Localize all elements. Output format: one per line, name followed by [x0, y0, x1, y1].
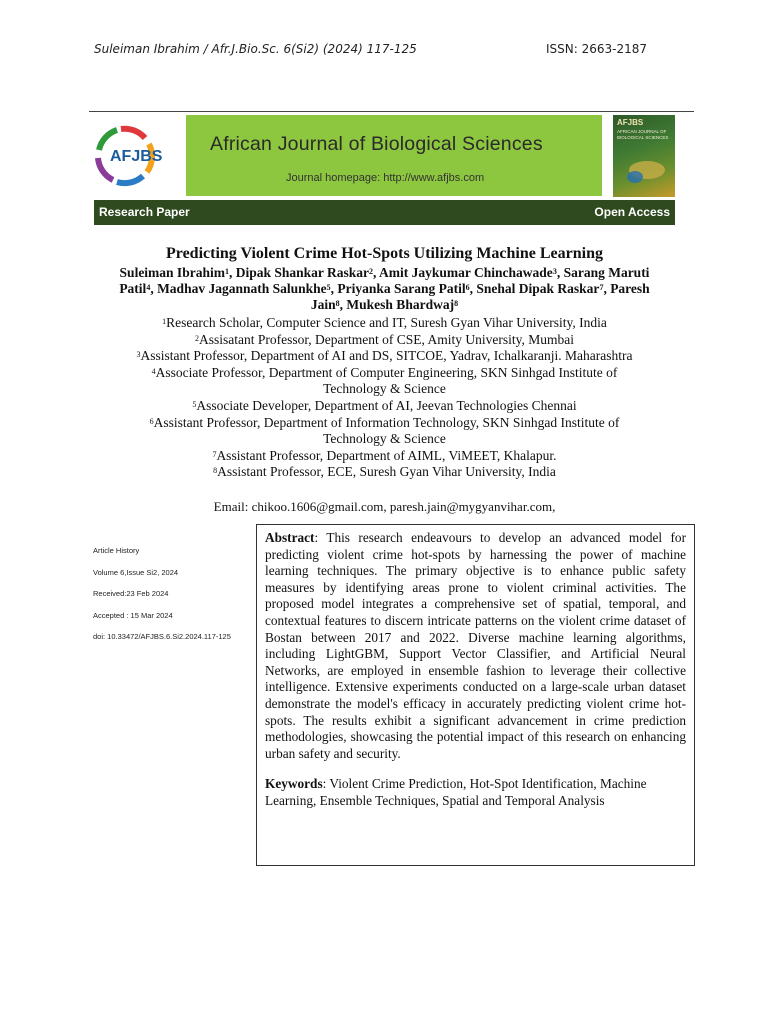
author-affiliation-mark: 5: [326, 283, 331, 292]
affiliation-text: Research Scholar, Computer Science and IT, Suresh Gyan Vihar University, India: [166, 315, 607, 330]
keywords-text: : Violent Crime Prediction, Hot-Spot Identification, Machine Learning, Ensemble Techniques, Spatial and Temporal Analysis: [265, 776, 647, 808]
author-affiliation-mark: 6: [465, 283, 470, 292]
affiliation-mark: 5: [192, 399, 197, 409]
keywords-paragraph: [265, 776, 686, 809]
author-affiliation-mark: 3: [552, 267, 557, 276]
article-type: Research Paper: [99, 205, 190, 219]
affiliation-mark: 8: [213, 466, 218, 476]
journal-banner: [186, 115, 602, 196]
author-name: Snehal Dipak Raskar: [476, 281, 600, 296]
author-affiliation-mark: 8: [335, 299, 340, 308]
affiliation-mark: 2: [194, 333, 199, 343]
citation: Suleiman Ibrahim / Afr.J.Bio.Sc. 6(Si2) (2024) 117-125: [94, 42, 417, 56]
access-type: Open Access: [594, 205, 670, 219]
author-name: Amit Jaykumar Chinchawade: [379, 265, 553, 280]
author-name: Priyanka Sarang Patil: [337, 281, 466, 296]
keywords-label: Keywords: [265, 776, 323, 792]
abstract-paragraph: [265, 530, 686, 762]
history-accepted: Accepted : 15 Mar 2024: [93, 610, 173, 620]
affiliation-text: Assisatant Professor, Department of CSE, Amity University, Mumbai: [198, 331, 575, 347]
author-name: Paresh Jain: [310, 281, 650, 312]
issn: ISSN: 2663-2187: [546, 42, 648, 56]
email-line: Email: chikoo.1606@gmail.com, paresh.jain@mygyanvihar.com,: [213, 499, 556, 514]
header-rule: [89, 111, 694, 112]
logo-text: AFJBS: [110, 148, 163, 165]
article-history: [93, 546, 243, 654]
affiliation-mark: 7: [212, 449, 217, 459]
running-head: [94, 42, 672, 60]
author-list: Suleiman Ibrahim$^1$, Dipak Shankar Raskar$^2$, Amit Jaykumar Chinchawade$^3$, Sarang Maruti Patil$^4$, Madhav Jagannath Salunkhe$^5$, Priyanka Sarang Patil$^6$, Snehal Dipak Raskar$^7$, Paresh Jain$^8$, Mukesh Bhardwaj$^8$: [119, 265, 650, 312]
author-name: Madhav Jagannath Salunkhe: [157, 281, 327, 296]
journal-homepage-link[interactable]: Journal homepage: http://www.afjbs.com: [286, 172, 485, 184]
affiliation-line: [94, 398, 675, 415]
author-name: Suleiman Ibrahim: [119, 265, 225, 280]
affiliation-text: Assistant Professor, Department of AIML, ViMEET, Khalapur.: [216, 447, 557, 463]
affiliation-text: Assistant Professor, Department of Information Technology, SKN Sinhgad Institute of Technology & Science: [153, 414, 620, 447]
affiliation-text: Assistant Professor, ECE, Suresh Gyan Vihar University, India: [217, 464, 556, 480]
abstract-text: : This research endeavours to develop an advanced model for predicting violent crime hot-spots by harnessing the power of machine learning techniques. The primary objective is to enhance public safety measures by identifying areas prone to violent criminal activities. The proposed model integrates a comprehensive set of spatial, temporal, and contextual features to discern intricate patterns on the violent crime dataset of Bostan between 2017 and 2022. Diverse machine learning algorithms, including LightGBM, Support Vector Classifier, and Artificial Neural Networks, are employed in ensemble fashion to leverage their collective intelligence. Extensive experiments conducted on a large-scale urban dataset demonstrate the model's efficacy in accurately predicting violent crime hot-spots. The results exhibit a significant advancement in crime prediction methodologies, showcasing the potential impact of this research on enhancing urban safety and security.: [265, 530, 686, 761]
author-affiliation-mark: 1: [224, 267, 229, 276]
author-affiliation-mark: 2: [369, 267, 374, 276]
abstract-box: [256, 524, 695, 866]
affiliation-mark: 1: [162, 317, 167, 326]
history-received: Received:23 Feb 2024: [93, 589, 169, 599]
affiliation-line: [94, 348, 675, 365]
affiliation-line: [94, 415, 675, 448]
author-affiliation-mark: 7: [599, 283, 604, 292]
affiliation-text: Assistant Professor, Department of AI and DS, SITCOE, Yadrav, Ichalkaranji. Maharashtra: [140, 348, 633, 364]
author-affiliation-mark: 8: [454, 299, 459, 308]
affiliation-line: [94, 464, 675, 481]
affiliation-list: [94, 315, 675, 481]
affiliation-mark: 6: [149, 416, 154, 426]
history-doi: doi: 10.33472/AFJBS.6.Si2.2024.117-125: [93, 632, 231, 642]
cover-title: AFJBS: [617, 118, 644, 127]
affiliation-text: Associate Developer, Department of AI, Jeevan Technologies Chennai: [196, 397, 577, 413]
affiliation-mark: 4: [151, 366, 156, 376]
author-name: Dipak Shankar Raskar: [235, 265, 370, 280]
affiliation-text: Associate Professor, Department of Computer Engineering, SKN Sinhgad Institute of Technology & Science: [155, 364, 618, 397]
affiliation-line: [94, 448, 675, 465]
author-affiliation-mark: 4: [146, 283, 151, 292]
cover-subtitle: AFRICAN JOURNAL OF BIOLOGICAL SCIENCES: [617, 129, 669, 140]
affiliation-line: [94, 365, 675, 398]
journal-title: African Journal of Biological Sciences: [210, 133, 543, 155]
author-name: Mukesh Bhardwaj: [346, 297, 455, 312]
paper-title: Predicting Violent Crime Hot-Spots Utilizing Machine Learning: [165, 245, 603, 262]
author-name: Sarang Maruti Patil: [119, 265, 650, 296]
history-heading: Article History: [93, 546, 140, 555]
article-type-bar: [94, 200, 675, 225]
journal-cover-image: [613, 115, 675, 197]
affiliation-line: [94, 315, 675, 332]
affiliation-mark: 3: [136, 350, 141, 360]
history-volume: Volume 6,Issue Si2, 2024: [93, 567, 179, 577]
journal-logo: [94, 121, 184, 191]
abstract-label: Abstract: [265, 530, 315, 545]
affiliation-line: [94, 332, 675, 349]
